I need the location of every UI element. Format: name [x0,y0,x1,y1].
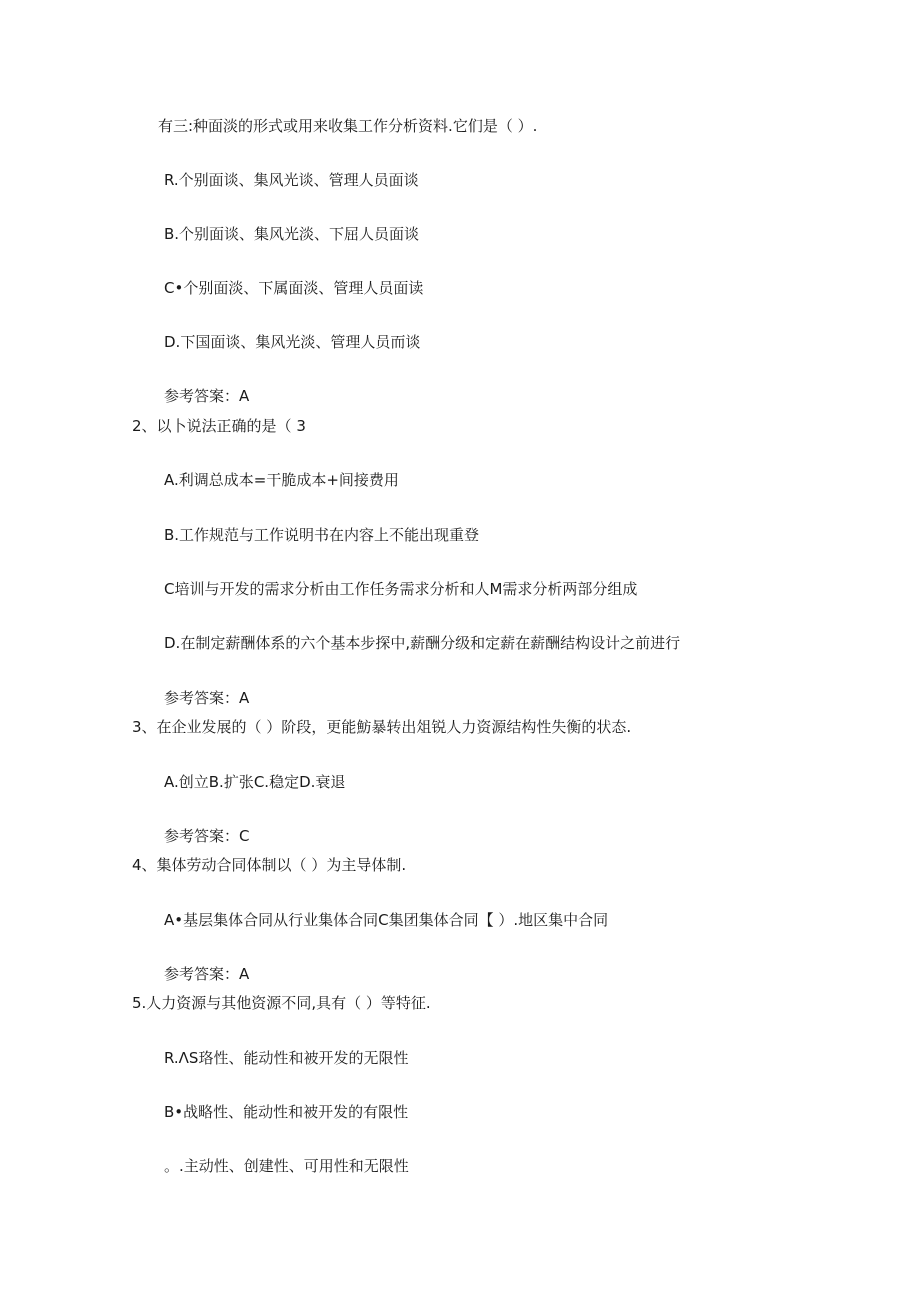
question-5-stem: 5.人力资源与其他资源不同,具有（ ）等特征. [132,994,431,1012]
question-4-stem: 4、集体劳动合同体制以（ ）为主导体制. [132,856,407,874]
question-1-option-a: R.个别面谈、集风光谈、管理人员面谈 [164,171,419,189]
question-4-options: A•基层集体合同从行业集体合同C集团集体合同【 ）.地区集中合同 [164,911,609,929]
question-2-option-d: D.在制定薪酬体系的六个基本步探中,薪酬分级和定薪在薪酬结构设计之前进行 [164,634,681,652]
question-2-option-a: A.利调总成本=干脆成本+间接费用 [164,471,399,489]
question-2-option-c: C培训与开发的需求分析由工作任务需求分析和人M需求分析两部分组成 [164,580,638,598]
question-4-answer: 参考答案：A [164,965,250,983]
question-1-option-c: C•个别面淡、下属面淡、管理人员面读 [164,279,424,297]
question-3-stem: 3、在企业发展的（ ）阶段，更能魴暴转出俎锐人力资源结构性失衡的状态. [132,718,632,736]
question-3-options: A.创立B.扩张C.稳定D.衰退 [164,773,346,791]
question-2-option-b: B.工作规范与工作说明书在内容上不能出现重登 [164,526,480,544]
question-2-stem: 2、以卜说法正确的是（ 3 [132,417,306,435]
question-5-option-b: B•战略性、能动性和被开发的有限性 [164,1103,409,1121]
question-1-answer: 参考答案：A [164,387,250,405]
question-3-answer: 参考答案：C [164,827,250,845]
question-2-answer: 参考答案：A [164,689,250,707]
question-5-option-c: 。.主动性、创建性、可用性和无限性 [164,1157,409,1175]
question-1-option-d: D.下国面谈、集风光淡、管理人员而谈 [164,333,421,351]
question-1-option-b: B.个别面谈、集风光淡、下屈人员面谈 [164,225,420,243]
question-1-stem: 有三:种面淡的形式或用来收集工作分析资料.它们是（ ）. [158,117,538,135]
question-5-option-a: R.ΛS珞性、能动性和被开发的无限性 [164,1049,409,1067]
